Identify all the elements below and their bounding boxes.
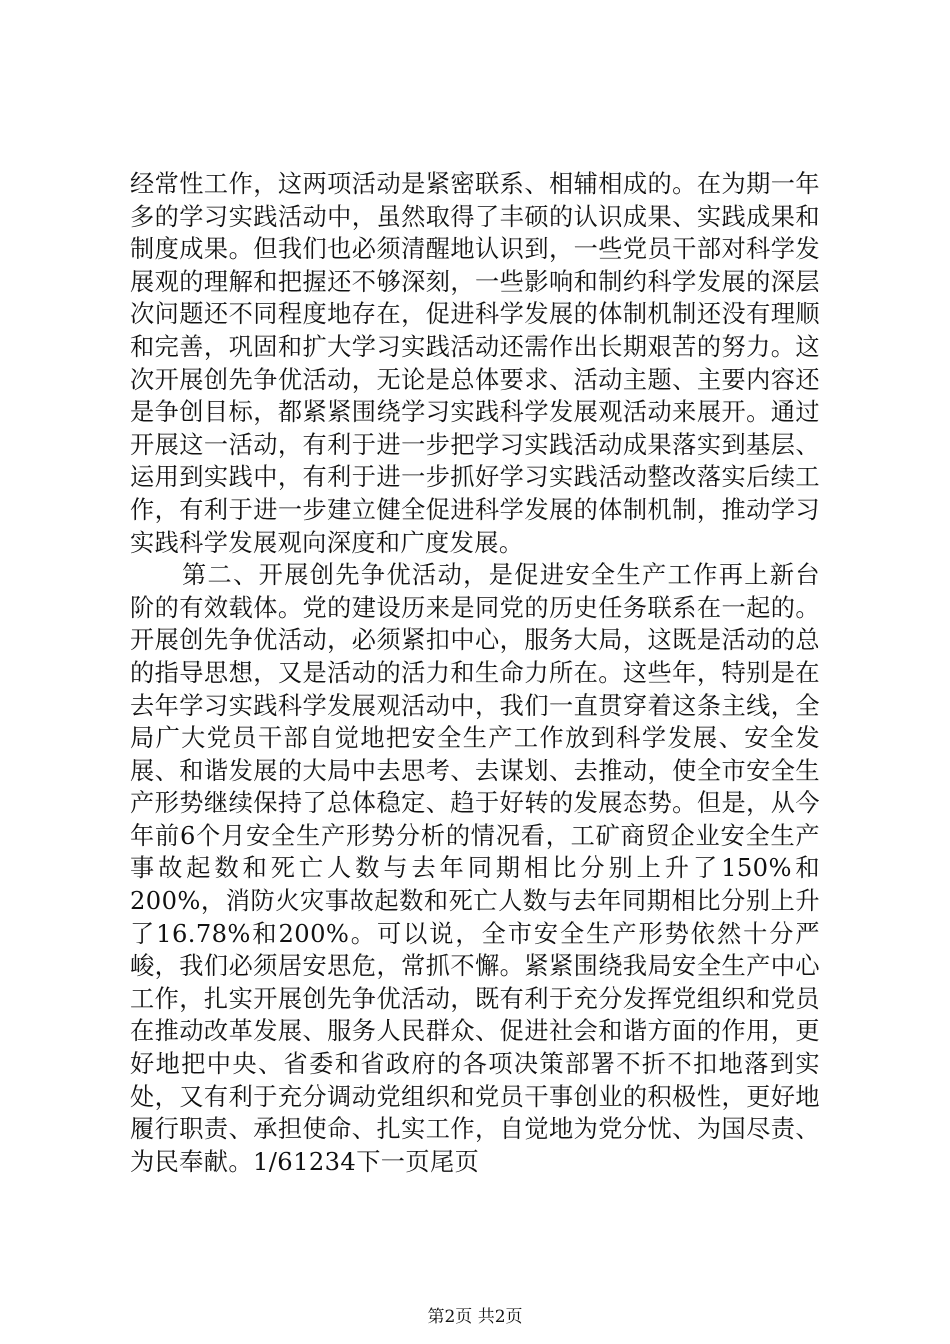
page-footer: 第2页 共2页 [427,1307,523,1327]
document-body [130,168,820,1178]
paragraph-2: 第二、开展创先争优活动，是促进安全生产工作再上新台阶的有效载体。党的建设历来是同党的历史任务联系在一起的。开展创先争优活动，必须紧扣中心，服务大局，这既是活动的总的指导思想，又是活动的活力和生命力所在。这些年，特别是在去年学习实践科学发展观活动中，我们一直贯穿着这条主线，全局广大党员干部自觉地把安全生产工作放到科学发展、安全发展、和谐发展的大局中去思考、去谋划、去推动，使全市安全生产形势继续保持了总体稳定、趋于好转的发展态势。但是，从今年前6个月安全生产形势分析的情况看，工矿商贸企业安全生产事故起数和死亡人数与去年同期相比分别上升了150%和200%，消防火灾事故起数和死亡人数与去年同期相比分别上升了16.78%和200%。可以说，全市安全生产形势依然十分严峻，我们必须居安思危，常抓不懈。紧紧围绕我局安全生产中心工作，扎实开展创先争优活动，既有利于充分发挥党组织和党员在推动改革发展、服务人民群众、促进社会和谐方面的作用，更好地把中央、省委和省政府的各项决策部署不折不扣地落到实处，又有利于充分调动党组织和党员干事创业的积极性，更好地履行职责、承担使命、扎实工作，自觉地为党分忧、为国尽责、为民奉献。1/61234下一页尾页 [130,561,820,1176]
paragraph-1: 经常性工作，这两项活动是紧密联系、相辅相成的。在为期一年多的学习实践活动中，虽然取得了丰硕的认识成果、实践成果和制度成果。但我们也必须清醒地认识到，一些党员干部对科学发展观的理解和把握还不够深刻，一些影响和制约科学发展的深层次问题还不同程度地存在，促进科学发展的体制机制还没有理顺和完善，巩固和扩大学习实践活动还需作出长期艰苦的努力。这次开展创先争优活动，无论是总体要求、活动主题、主要内容还是争创目标，都紧紧围绕学习实践科学发展观活动来展开。通过开展这一活动，有利于进一步把学习实践活动成果落实到基层、运用到实践中，有利于进一步抓好学习实践活动整改落实后续工作，有利于进一步建立健全促进科学发展的体制机制，推动学习实践科学发展观向深度和广度发展。 [130,170,820,557]
